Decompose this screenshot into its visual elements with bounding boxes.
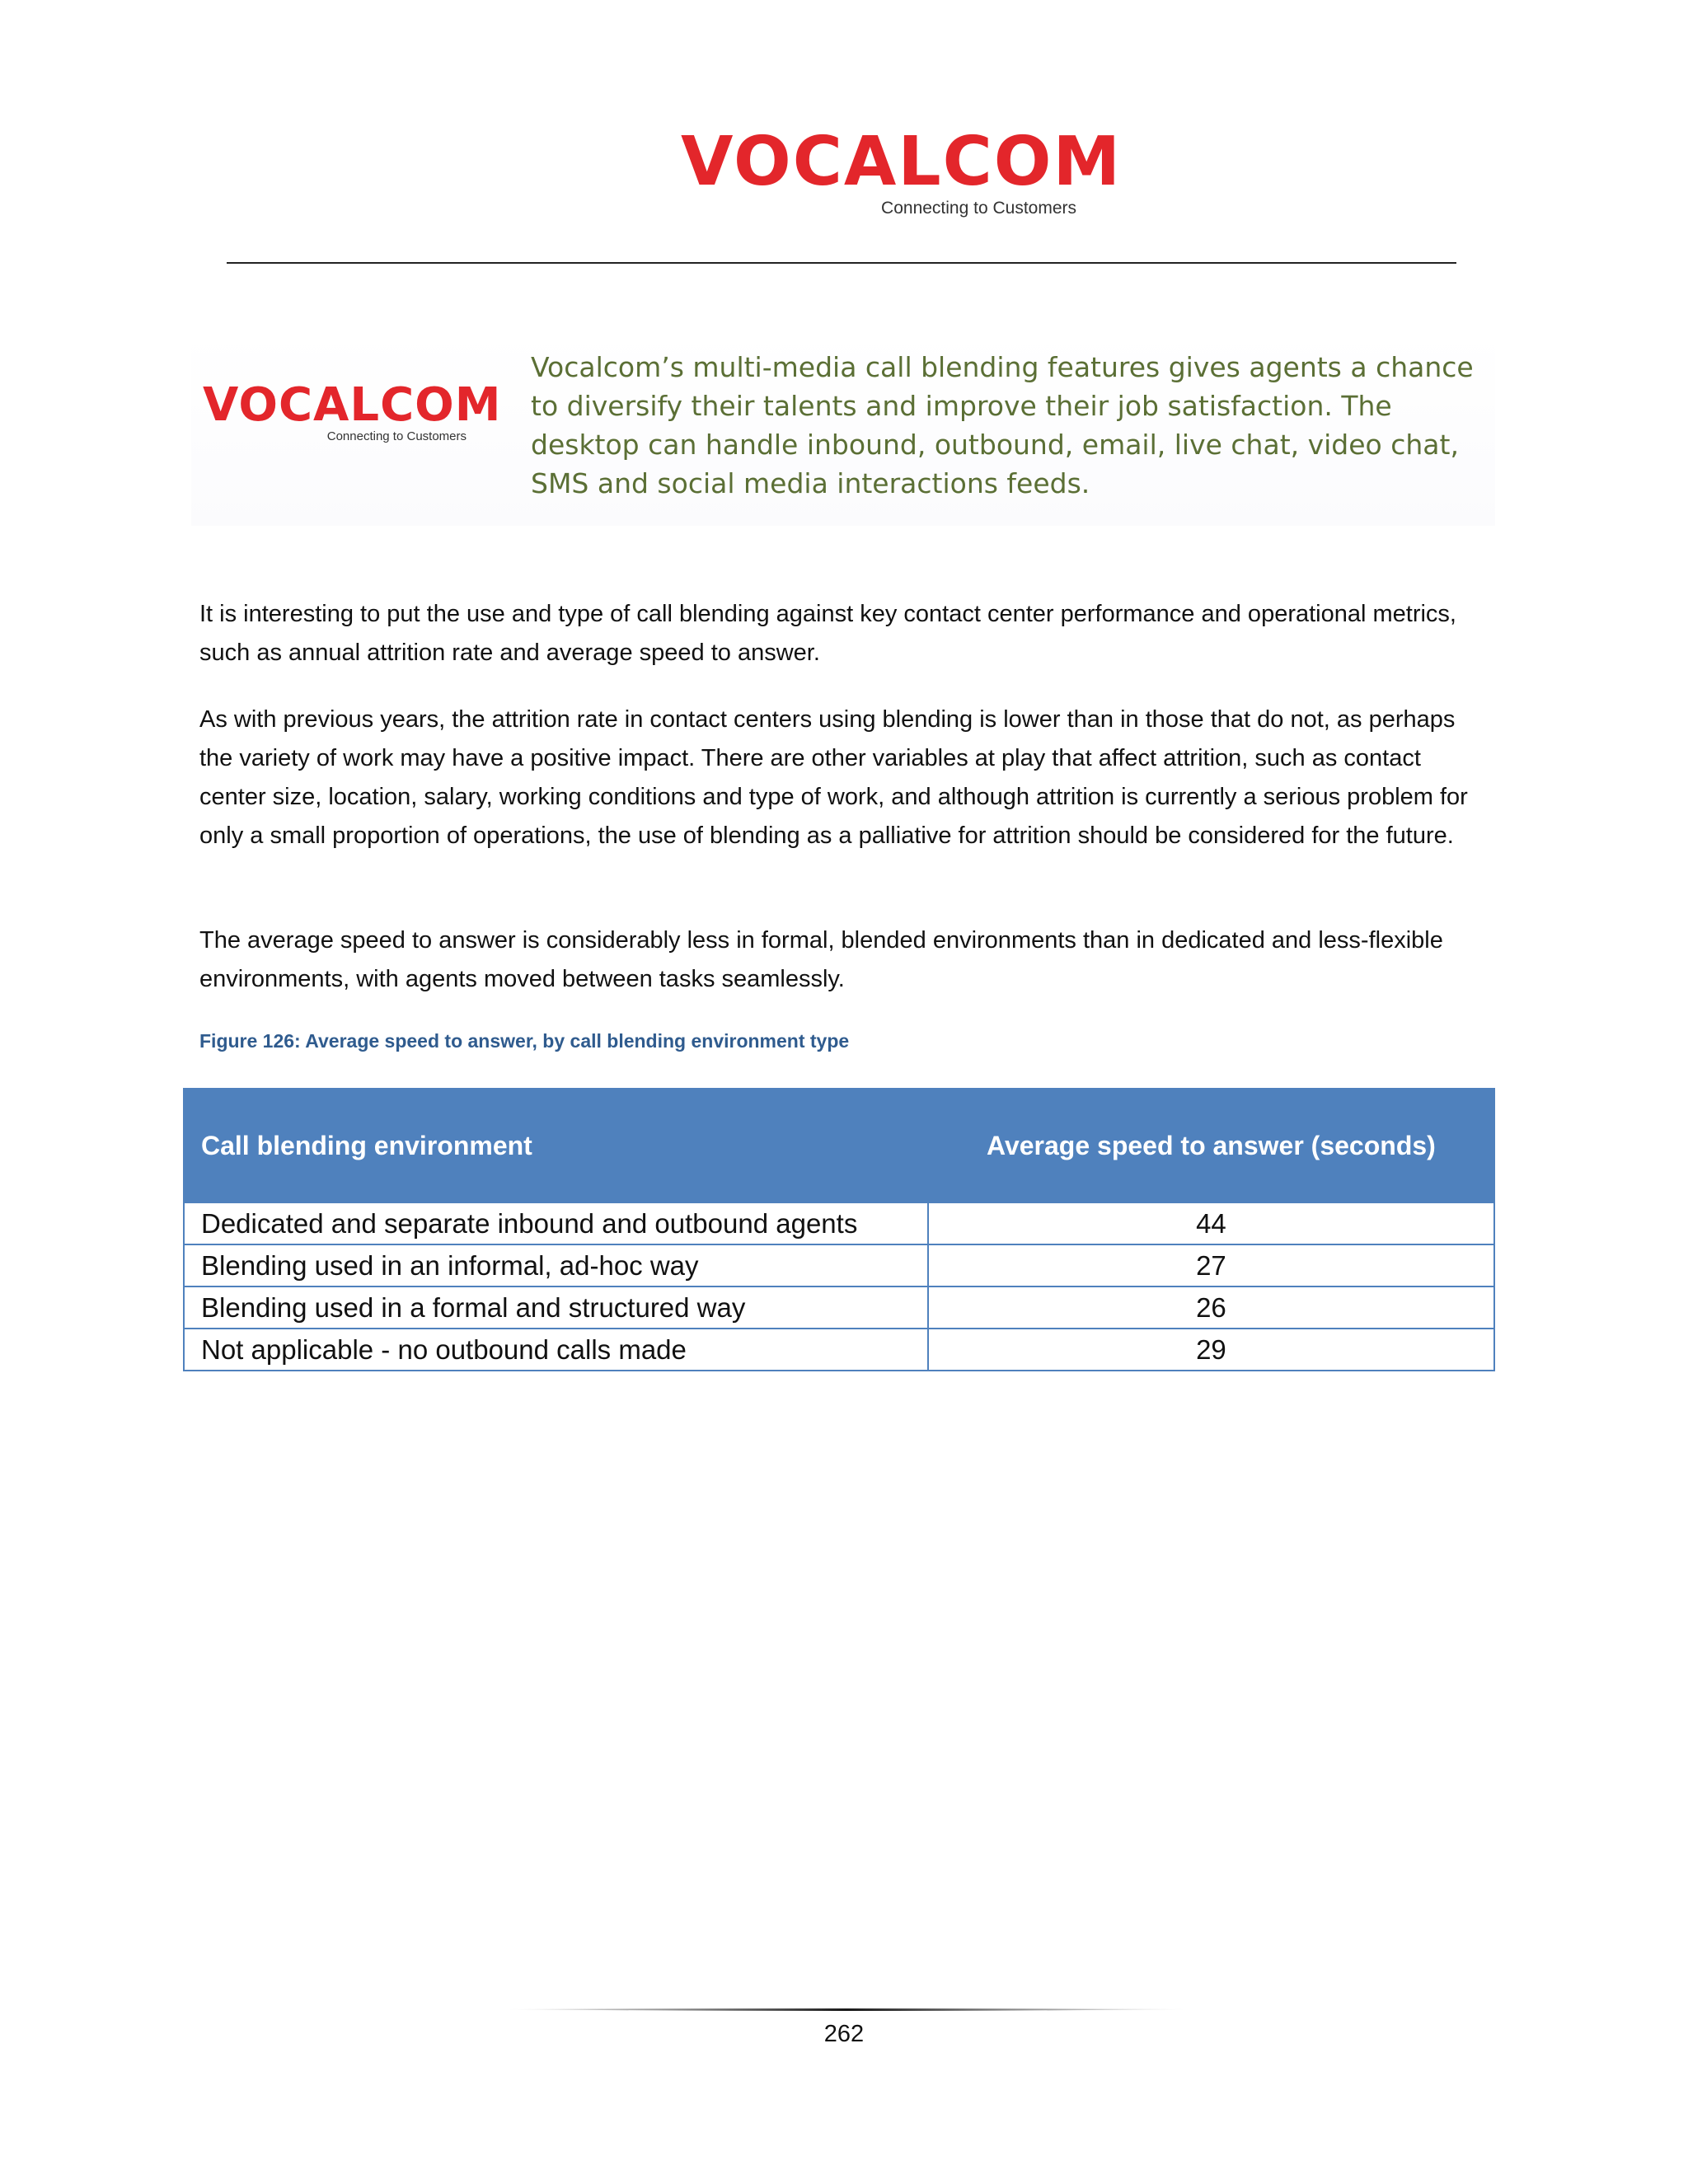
paragraph-3: The average speed to answer is considerably less in formal, blended environments than in dedicated and less-flexible environments, with agents moved between tasks seamlessly. [199,927,1443,992]
table-header-row [184,1089,1494,1202]
paragraph-1: It is interesting to put the use and type of call blending against key contact center performance and operational metrics, such as annual attrition rate and average speed to answer. [199,601,1456,666]
speed-cell: 27 [928,1244,1494,1286]
header-logo [681,123,1123,221]
environment-cell: Not applicable - no outbound calls made [184,1329,928,1371]
table-row [184,1329,1494,1371]
header-logo-word: VOCALCOM [681,123,1123,201]
footer-divider [504,2008,1189,2013]
promo-logo-word: VOCALCOM [203,378,502,432]
paragraph-2: As with previous years, the attrition rate in contact centers using blending is lower than in those that do not, as perhaps the variety of work may have a positive impact. There are other variables at play that affect attrition, such as contact center size, location, salary, working conditions and type of work, and although attrition is currently a serious problem for only a small proportion of operations, the use of blending as a palliative for attrition should be considered for the future. [199,706,1468,849]
promo-box [191,331,1495,526]
figure-caption: Figure 126: Average speed to answer, by call blending environment type [199,1030,850,1052]
environment-cell: Blending used in a formal and structured way [184,1286,928,1329]
speed-to-answer-table [183,1088,1495,1371]
environment-cell: Blending used in an informal, ad-hoc way [184,1244,928,1286]
speed-cell: 29 [928,1329,1494,1371]
speed-cell: 26 [928,1286,1494,1329]
header-divider [227,262,1456,264]
column-header-environment: Call blending environment [184,1089,928,1202]
promo-text: Vocalcom’s multi-media call blending features gives agents a chance to diversify their talents and improve their job satisfaction. The desktop can handle inbound, outbound, email, live chat, video chat, SMS and social media interactions feeds. [531,351,1474,499]
table-row [184,1244,1494,1286]
promo-logo-tagline: Connecting to Customers [326,429,467,443]
promo-logo [203,378,502,443]
header-logo-tagline: Connecting to Customers [881,199,1076,218]
speed-cell: 44 [928,1202,1494,1244]
column-header-speed: Average speed to answer (seconds) [928,1089,1494,1202]
table-row [184,1202,1494,1244]
table-row [184,1286,1494,1329]
environment-cell: Dedicated and separate inbound and outbound agents [184,1202,928,1244]
page-number: 262 [823,2021,865,2047]
